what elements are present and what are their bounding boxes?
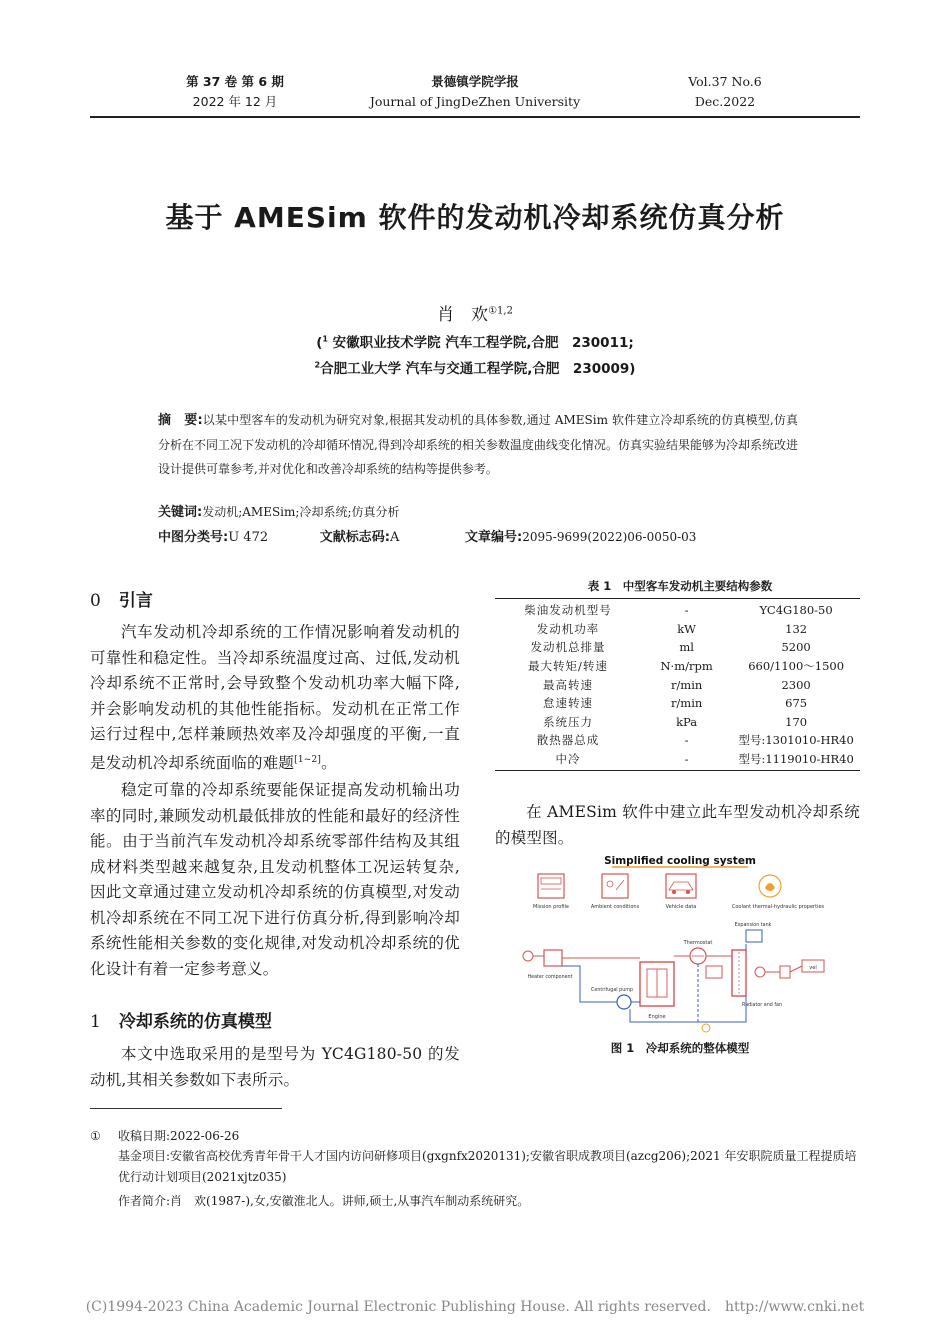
affil1-paren: ( xyxy=(316,335,323,351)
label-engine: Engine xyxy=(648,1014,666,1020)
table-cell-unit: kPa xyxy=(676,714,698,729)
footnote-fund: 基金项目:安徽省高校优秀青年骨干人才国内访问研修项目(gxgnfx2020131);安徽省职成教项目(azcg206);2021 年安职院质量工程提质培优行动计划项目(2021xjtz035) xyxy=(118,1149,857,1184)
temperature-sensor xyxy=(702,1024,710,1032)
right-paragraph: 在 AMESim 软件中建立此车型发动机冷却系统的模型图。 xyxy=(495,803,860,847)
keywords-label: 关键词: xyxy=(158,505,203,520)
label-thermostat: Thermostat xyxy=(683,940,713,946)
footnote-bio: 作者简介:肖 欢(1987-),女,安徽淮北人。讲师,硕士,从事汽车制动系统研究。 xyxy=(118,1194,530,1208)
table-cell-value: 132 xyxy=(785,621,808,636)
article-no-label: 文章编号: xyxy=(465,530,523,545)
table-cell-value: 型号:1119010-HR40 xyxy=(738,752,854,767)
section-0-num: 0 xyxy=(90,591,101,611)
label-centrifugal: Centrifugal pump xyxy=(591,988,633,993)
table-row xyxy=(495,750,860,769)
mission-profile-block xyxy=(533,874,569,910)
table-cell-value: 170 xyxy=(785,714,808,729)
table-cell-param: 系统压力 xyxy=(543,714,593,729)
classification-line xyxy=(158,527,818,548)
article-no-value: 2095-9699(2022)06-0050-03 xyxy=(522,530,697,544)
doc-code-label: 文献标志码: xyxy=(319,530,390,545)
table-cell-unit: - xyxy=(684,733,689,748)
fan-controller xyxy=(780,966,790,978)
section-0-heading xyxy=(90,586,153,611)
table-row xyxy=(495,620,860,639)
expansion-tank xyxy=(746,930,762,942)
fan-symbol xyxy=(755,967,765,977)
table-row xyxy=(495,731,860,750)
table-cell-value: 5200 xyxy=(781,640,811,655)
table-cell-param: 发动机总排量 xyxy=(530,640,606,655)
abstract-text: 以某中型客车的发动机为研究对象,根据其发动机的具体参数,通过 AMESim 软件建立冷却系统的仿真模型,仿真分析在不同工况下发动机的冷却循环情况,得到冷却系统的相关参数温度曲线变化情况。仿真实验结果能够为冷却系统改进设计提供可靠参考,并对优化和改善冷却系统的结构等提供参考。 xyxy=(158,413,799,476)
section-1-paragraph-1: 本文中选取采用的是型号为 YC4G180-50 的发动机,其相关参数如下表所示。 xyxy=(90,1045,460,1089)
section-1-heading xyxy=(90,1007,272,1032)
heater-sensor xyxy=(523,951,533,961)
footnote-received: 收稿日期:2022-06-26 xyxy=(118,1129,240,1143)
section-0-body xyxy=(90,620,460,982)
table-cell-param: 最高转速 xyxy=(543,677,593,692)
intro-paragraph-2: 稳定可靠的冷却系统要能保证提高发动机输出功率的同时,兼顾发动机最低排放的性能和最好的经济性能。由于当前汽车发动机冷却系统零部件结构及其组成材料类型越来越复杂,且发动机整体工况运转复杂,因此文章通过建立发动机冷却系统的仿真模型,对发动机冷却系统在不同工况下进行仿真分析,得到影响冷却系统性能相关参数的变化规律,对发动机冷却系统的优化设计有着一定参考意义。 xyxy=(90,781,460,978)
table-cell-value: 660/1100～1500 xyxy=(748,659,845,674)
journal-name-cn: 景德镇学院学报 xyxy=(431,74,519,89)
table-cell-param: 中冷 xyxy=(555,752,581,767)
intro-p1-end: 。 xyxy=(321,753,337,772)
table-cell-value: 2300 xyxy=(781,677,811,692)
table-row xyxy=(495,601,860,620)
figure-1 xyxy=(510,852,850,1037)
clc-label: 中图分类号: xyxy=(158,530,229,545)
heater-block xyxy=(544,950,562,966)
paper-title: 基于 AMESim 软件的发动机冷却系统仿真分析 xyxy=(165,201,785,234)
centrifugal-pump xyxy=(617,995,631,1009)
label-ambient: Ambient conditions xyxy=(590,904,640,910)
table-cell-param: 怠速转速 xyxy=(543,696,593,711)
table-cell-unit: - xyxy=(684,752,689,767)
table-1 xyxy=(495,598,860,771)
table-1-caption: 表 1 中型客车发动机主要结构参数 xyxy=(587,579,773,593)
footnote-mark: ① xyxy=(90,1129,101,1143)
label-heater: Heater component xyxy=(527,975,573,980)
label-mission: Mission profile xyxy=(533,904,569,910)
table-row xyxy=(495,713,860,732)
table-cell-value: 型号:1301010-HR40 xyxy=(738,733,854,748)
right-column-text xyxy=(495,800,860,851)
coolant-properties-block xyxy=(732,875,825,910)
keywords-line xyxy=(158,502,798,523)
author-sup: ①1,2 xyxy=(488,305,513,317)
intro-p1-text: 汽车发动机冷却系统的工作情况影响着发动机的可靠性和稳定性。当冷却系统温度过高、过低,发动机冷却系统不正常时,会导致整个发动机功率大幅下降,并会影响发动机的其他性能指标。发动机在正常工作运行过程中,怎样兼顾热效率及冷却强度的平衡,一直是发动机冷却系统面临的难题 xyxy=(90,623,460,772)
heat-exchanger xyxy=(706,966,722,978)
header-vol-en: Vol.37 No.6 xyxy=(688,74,762,89)
keywords-text: 发动机;AMESim;冷却系统;仿真分析 xyxy=(202,505,400,519)
table-1-grid xyxy=(495,601,860,768)
header-date: 2022 年 12 月 xyxy=(192,94,278,109)
intro-p1-citation: [1~2] xyxy=(294,754,322,765)
section-0-title: 引言 xyxy=(118,591,153,611)
header-left xyxy=(170,72,300,112)
figure-title: Simplified cooling system xyxy=(604,855,756,867)
table-row xyxy=(495,694,860,713)
table-cell-unit: r/min xyxy=(670,696,703,711)
table-cell-value: YC4G180-50 xyxy=(759,603,833,618)
label-expansion: Expansion tank xyxy=(734,923,772,928)
journal-name-en: Journal of JingDeZhen University xyxy=(369,94,581,109)
table-cell-unit: N·m/rpm xyxy=(660,659,713,674)
abstract xyxy=(158,408,798,481)
affil1-text: 安徽职业技术学院 汽车工程学院,合肥 230011; xyxy=(327,335,634,351)
clc-value: U 472 xyxy=(228,530,269,545)
label-vehicle: Vehicle data xyxy=(665,904,697,910)
vehicle-data-block xyxy=(666,874,697,910)
table-cell-unit: r/min xyxy=(670,677,703,692)
label-radiator: Radiator and fan xyxy=(741,1003,783,1008)
affiliation-2 xyxy=(120,357,830,377)
footnote-rule xyxy=(90,1108,282,1109)
table-cell-param: 最大转矩/转速 xyxy=(528,659,608,674)
abstract-label: 摘 要: xyxy=(158,413,203,428)
ambient-conditions-block xyxy=(591,874,640,910)
affil1-sup: 1 xyxy=(322,334,328,344)
table-cell-unit: - xyxy=(684,603,689,618)
table-row xyxy=(495,675,860,694)
section-1-num: 1 xyxy=(90,1012,101,1032)
table-row xyxy=(495,638,860,657)
affil2-text: 合肥工业大学 汽车与交通工程学院,合肥 230009) xyxy=(320,361,636,377)
label-vel: vel xyxy=(809,965,817,971)
figure-1-caption: 图 1 冷却系统的整体模型 xyxy=(610,1041,750,1055)
label-coolant: Coolant thermal-hydraulic properties xyxy=(731,904,825,910)
copyright-line: (C)1994-2023 China Academic Journal Electronic Publishing House. All rights reserved. http://www.cnki.net xyxy=(85,1299,865,1315)
header-date-en: Dec.2022 xyxy=(694,94,756,109)
header-right xyxy=(660,72,790,112)
section-1-body xyxy=(90,1042,460,1093)
header-volume: 第 37 卷 第 6 期 xyxy=(186,74,284,89)
doc-code-value: A xyxy=(389,530,400,545)
table-cell-value: 675 xyxy=(785,696,808,711)
header-center xyxy=(345,72,605,112)
table-cell-unit: ml xyxy=(679,640,694,655)
affiliation-1 xyxy=(120,331,830,351)
section-1-title: 冷却系统的仿真模型 xyxy=(118,1012,272,1032)
table-cell-unit: kW xyxy=(677,621,697,636)
author-line xyxy=(300,300,650,325)
author-name: 肖 欢 xyxy=(437,305,489,325)
table-row xyxy=(495,657,860,676)
affil2-sup: 2 xyxy=(314,360,321,370)
figure-1-diagram xyxy=(510,852,850,1037)
table-cell-param: 散热器总成 xyxy=(536,733,600,748)
table-cell-param: 柴油发动机型号 xyxy=(524,603,612,618)
table-cell-param: 发动机功率 xyxy=(536,621,600,636)
header-rule xyxy=(90,116,860,118)
intro-paragraph-1 xyxy=(90,620,460,776)
